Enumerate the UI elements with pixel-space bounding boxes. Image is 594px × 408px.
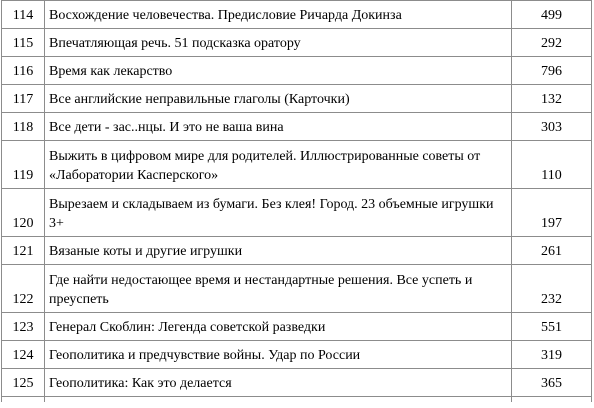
table-row <box>2 313 592 341</box>
book-title: Все дети - зас..нцы. И это не ваша вина <box>45 113 512 141</box>
table-row <box>2 85 592 113</box>
book-title: Вязаные коты и другие игрушки <box>45 237 512 265</box>
row-number: 114 <box>2 1 45 29</box>
table-row <box>2 29 592 57</box>
book-price: 110 <box>512 141 592 189</box>
row-number: 121 <box>2 237 45 265</box>
table-row <box>2 141 592 189</box>
table-row <box>2 189 592 237</box>
book-title: Время как лекарство <box>45 57 512 85</box>
row-number: 118 <box>2 113 45 141</box>
book-price: 551 <box>512 313 592 341</box>
book-title: Восхождение человечества. Предисловие Ричарда Докинза <box>45 1 512 29</box>
book-title: Где найти недостающее время и нестандартные решения. Все успеть и преуспеть <box>45 265 512 313</box>
table-row-partial <box>2 397 592 403</box>
book-price: 232 <box>512 265 592 313</box>
row-number: 122 <box>2 265 45 313</box>
book-title: Впечатляющая речь. 51 подсказка оратору <box>45 29 512 57</box>
table-row <box>2 265 592 313</box>
row-number: 116 <box>2 57 45 85</box>
book-price: 796 <box>512 57 592 85</box>
row-number: 123 <box>2 313 45 341</box>
book-price: 499 <box>512 1 592 29</box>
row-number: 124 <box>2 341 45 369</box>
book-price: 132 <box>512 85 592 113</box>
table-row <box>2 1 592 29</box>
book-price: 319 <box>512 341 592 369</box>
table-row <box>2 369 592 397</box>
table-row <box>2 341 592 369</box>
row-number: 119 <box>2 141 45 189</box>
book-price: 197 <box>512 189 592 237</box>
book-price: 365 <box>512 369 592 397</box>
book-price: 292 <box>512 29 592 57</box>
book-price-cell <box>512 397 592 403</box>
book-title: Геополитика: Как это делается <box>45 369 512 397</box>
row-number-cell <box>2 397 45 403</box>
row-number: 117 <box>2 85 45 113</box>
book-price: 261 <box>512 237 592 265</box>
book-title-cell <box>45 397 512 403</box>
book-title: Генерал Скоблин: Легенда советской разведки <box>45 313 512 341</box>
row-number: 115 <box>2 29 45 57</box>
row-number: 125 <box>2 369 45 397</box>
book-title: Выжить в цифровом мире для родителей. Иллюстрированные советы от «Лаборатории Касперского» <box>45 141 512 189</box>
table-row <box>2 113 592 141</box>
book-title: Все английские неправильные глаголы (Карточки) <box>45 85 512 113</box>
book-title: Геополитика и предчувствие войны. Удар по России <box>45 341 512 369</box>
row-number: 120 <box>2 189 45 237</box>
book-title: Вырезаем и складываем из бумаги. Без клея! Город. 23 объемные игрушки 3+ <box>45 189 512 237</box>
table-row <box>2 237 592 265</box>
table-row <box>2 57 592 85</box>
book-price: 303 <box>512 113 592 141</box>
price-list-table <box>1 0 592 402</box>
